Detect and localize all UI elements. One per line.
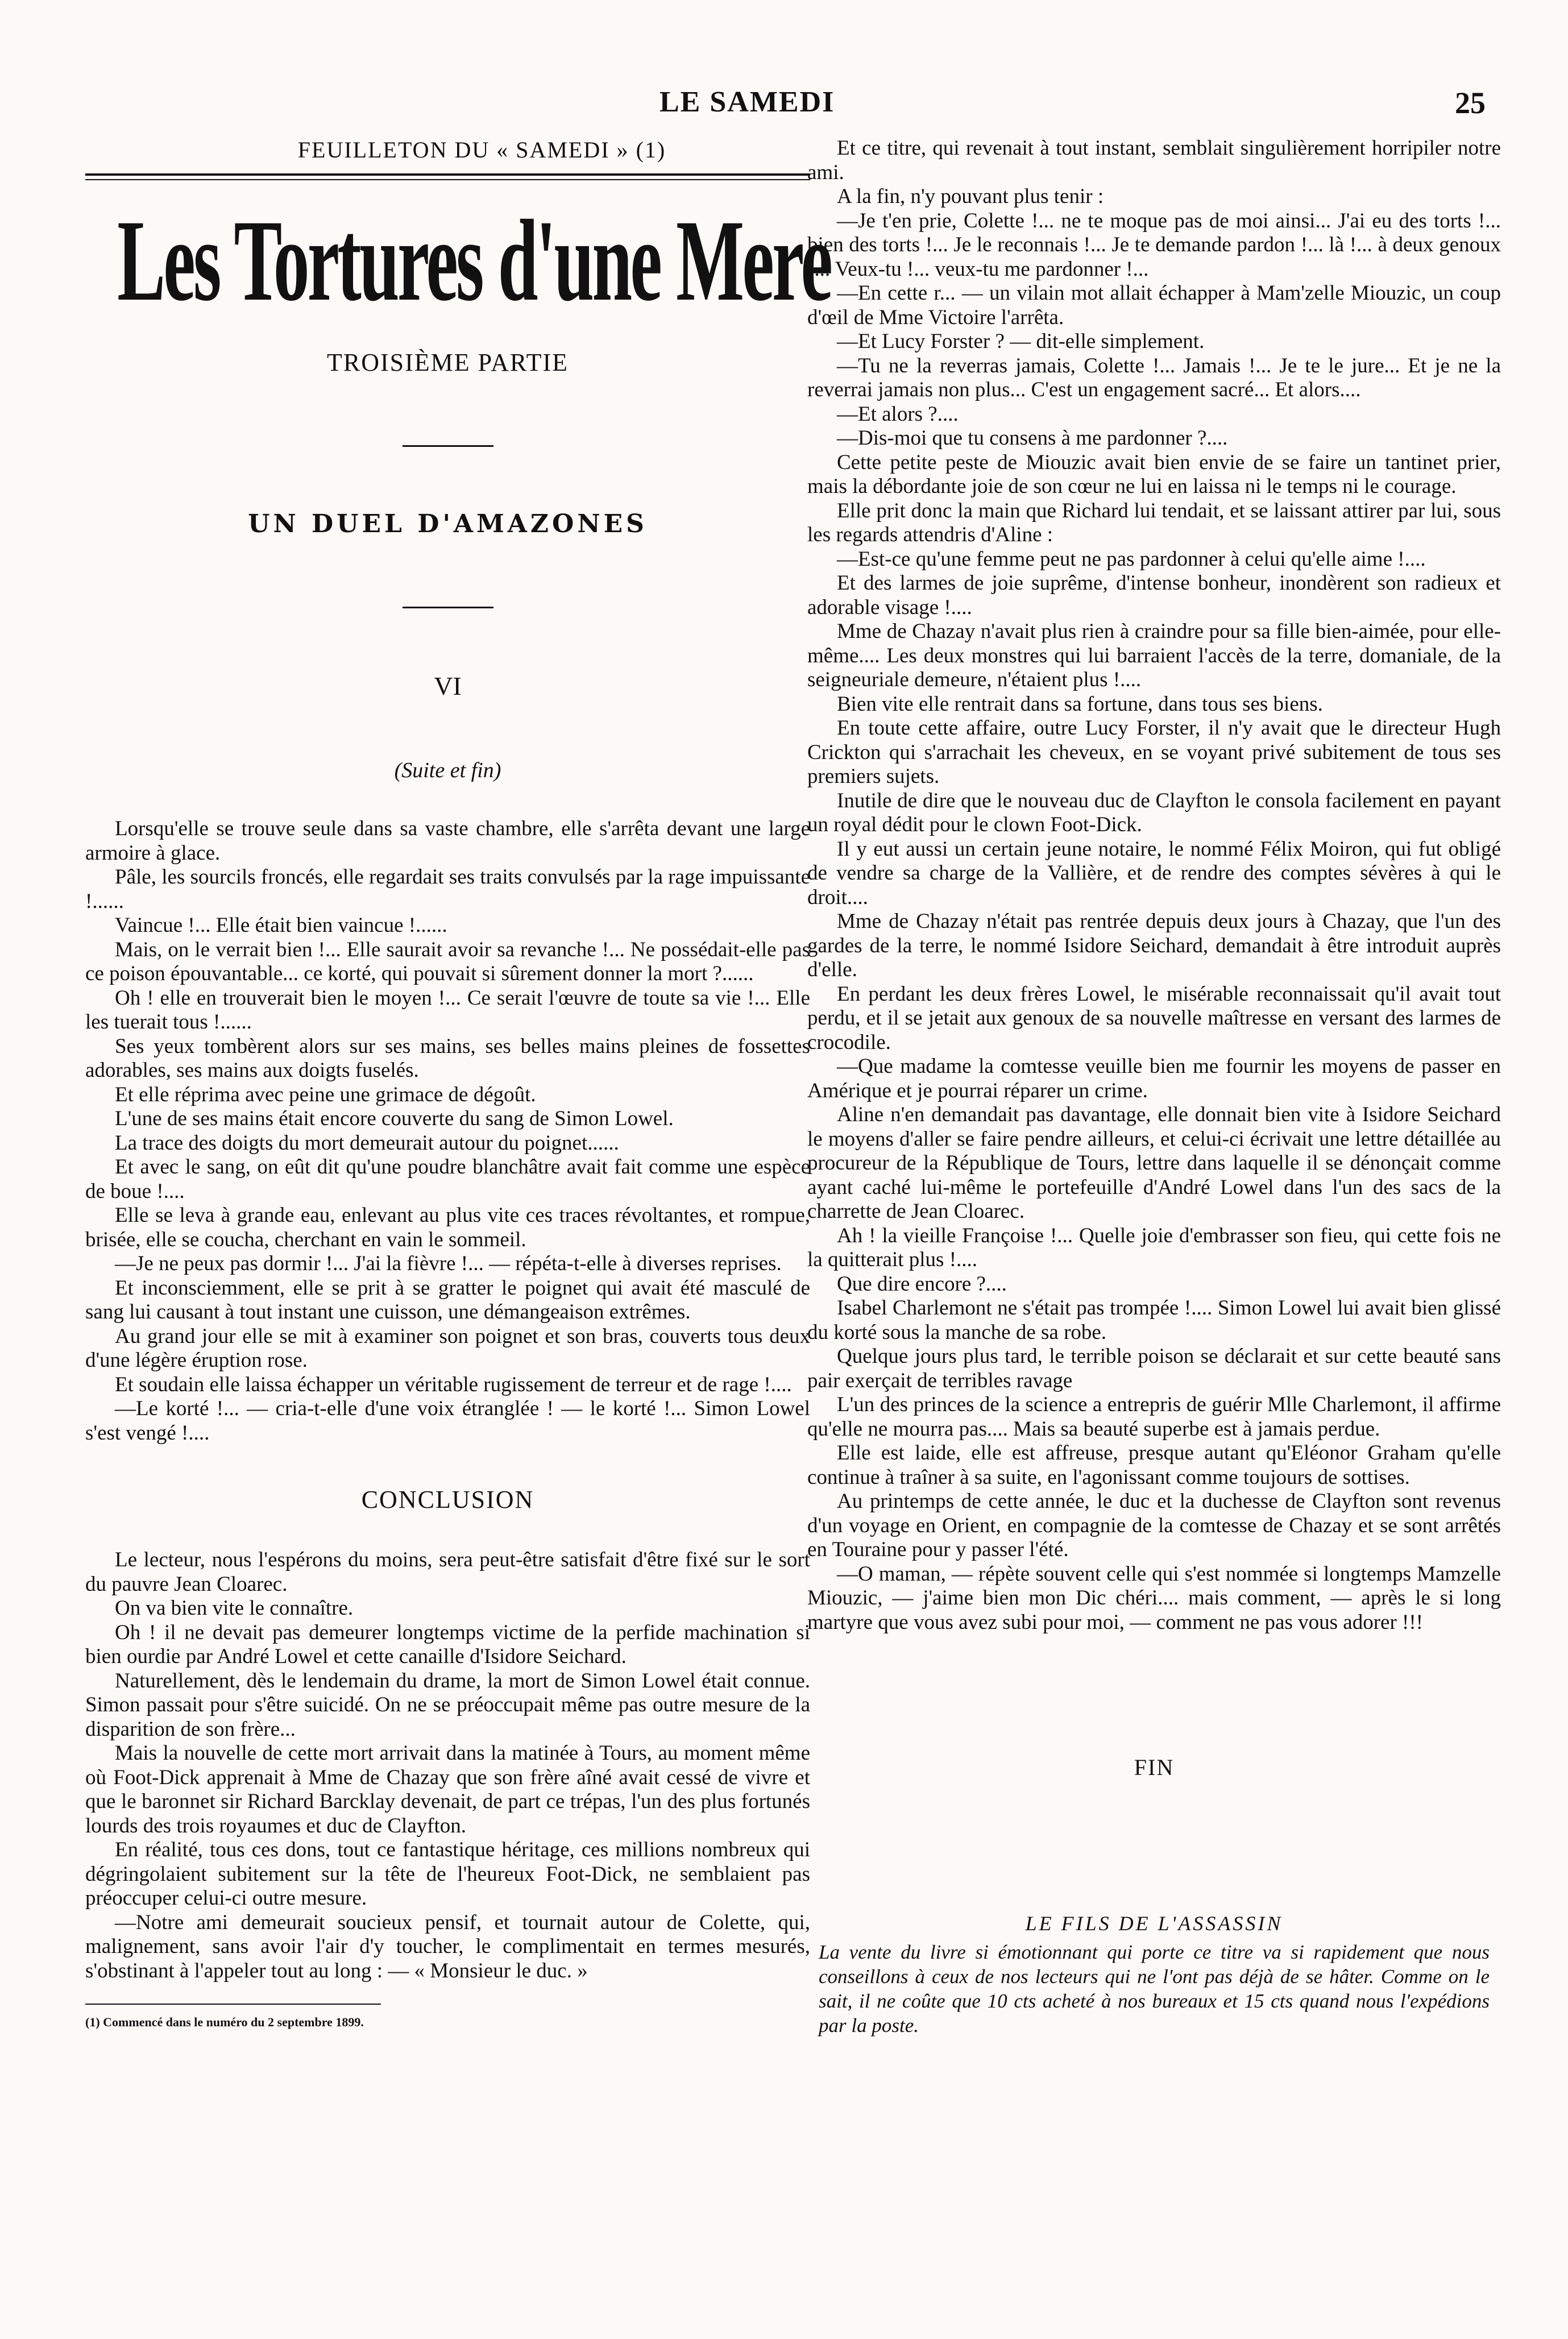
advertisement-text: La vente du livre si émotionnant qui porte ce titre va si rapidement que nous conseillons à ceux de nos lecteurs qui ne l'ont pas déjà de se hâter. Comme on le sait, il ne coûte que 10 cts acheté à nos bureaux et 15 cts quand nous l'expédions par la poste. [819, 1941, 1490, 2037]
paragraph: On va bien vite le connaître. [115, 1596, 354, 1620]
paragraph: Et elle réprima avec peine une grimace de dégoût. [115, 1083, 536, 1106]
footnote: (1) Commencé dans le numéro du 2 septembre 1899. [85, 2015, 364, 2030]
paragraph: Le lecteur, nous l'espérons du moins, sera peut-être satisfait d'être fixé sur le sort du pauvre Jean Cloarec. [85, 1548, 810, 1596]
paragraph: Lorsqu'elle se trouve seule dans sa vaste chambre, elle s'arrêta devant une large armoire à glace. [85, 817, 810, 865]
paragraph: Mme de Chazay n'était pas rentrée depuis deux jours à Chazay, que l'un des gardes de la terre, le nommé Isidore Seichard, demandait à être introduit auprès d'elle. [807, 910, 1501, 981]
suite-note: (Suite et fin) [394, 758, 501, 783]
paragraph: Et ce titre, qui revenait à tout instant, semblait singulièrement horripiler notre ami. [807, 136, 1501, 184]
paragraph: Au grand jour elle se mit à examiner son poignet et son bras, couverts tous deux d'une légère éruption rose. [85, 1324, 810, 1372]
paragraph: Il y eut aussi un certain jeune notaire, le nommé Félix Moiron, qui fut obligé de vendre sa charge de la Vallière, et de rendre des comptes sévères à qui le droit.... [807, 837, 1501, 909]
divider [403, 445, 493, 447]
conclusion-heading: CONCLUSION [361, 1486, 534, 1514]
paragraph: En toute cette affaire, outre Lucy Forster, il n'y avait que le directeur Hugh Crickton qui s'arrachait les cheveux, en se voyant privé subitement de tous ses premiers sujets. [807, 716, 1501, 788]
serial-title: Les Tortures d'une Mere [117, 196, 831, 325]
page-number: 25 [1455, 86, 1486, 120]
paragraph: Pâle, les sourcils froncés, elle regardait ses traits convulsés par la rage impuissante !...... [85, 865, 810, 913]
fin-label: FIN [1134, 1755, 1175, 1780]
paragraph: —Je t'en prie, Colette !... ne te moque pas de moi ainsi... J'ai eu des torts !... bien des torts !... Je le reconnais !... Je te demande pardon !... là !... à deux genoux !... Veux-tu !... veux-tu me pardonner !... [807, 209, 1501, 281]
paragraph: Elle est laide, elle est affreuse, presque autant qu'Eléonor Graham qu'elle continue à traîner à sa suite, en l'agonissant comme toujours de sottises. [807, 1441, 1501, 1489]
paragraph: Ses yeux tombèrent alors sur ses mains, ses belles mains pleines de fossettes adorables, ses mains aux doigts fuselés. [85, 1034, 810, 1083]
paragraph: —Notre ami demeurait soucieux pensif, et tournait autour de Colette, qui, malignement, sans avoir l'air d'y toucher, le complimentait en termes mesurés, s'obstinant à l'appeler tout au long : — « Monsieur le duc. » [85, 1910, 810, 1983]
paragraph: L'une de ses mains était encore couverte du sang de Simon Lowel. [115, 1107, 674, 1131]
paragraph: Au printemps de cette année, le duc et la duchesse de Clayfton sont revenus d'un voyage en Orient, en compagnie de la comtesse de Chazay et se sont arrêtés en Touraine pour y passer l'été. [807, 1490, 1501, 1561]
paragraph: Elle prit donc la main que Richard lui tendait, et se laissant attirer par lui, sous les regards attendris d'Aline : [807, 499, 1501, 546]
newspaper-title: LE SAMEDI [659, 86, 835, 118]
paragraph: —Tu ne la reverras jamais, Colette !... Jamais !... Je te le jure... Et je ne la reverrai jamais non plus... C'est un engagement sacré... Et alors.... [807, 354, 1501, 401]
paragraph: L'un des princes de la science a entrepris de guérir Mlle Charlemont, il affirme qu'elle ne mourra pas.... Mais sa beauté superbe est à jamais perdue. [807, 1393, 1501, 1441]
feuilleton-heading: FEUILLETON DU « SAMEDI » (1) [297, 137, 666, 163]
paragraph: Ah ! la vieille Françoise !... Quelle joie d'embrasser son fieu, qui cette fois ne la quitterait plus !.... [807, 1224, 1501, 1271]
left-column [85, 136, 831, 2035]
paragraph: Et avec le sang, on eût dit qu'une poudre blanchâtre avait fait comme une espèce de boue !.... [85, 1155, 810, 1203]
paragraph: Et des larmes de joie suprême, d'intense bonheur, inondèrent son radieux et adorable visage !.... [807, 571, 1501, 619]
paragraph: Oh ! il ne devait pas demeurer longtemps victime de la perfide machination si bien ourdie par André Lowel et cette canaille d'Isidore Seichard. [85, 1620, 810, 1669]
paragraph: Quelque jours plus tard, le terrible poison se déclarait et sur cette beauté sans pair exerçait de terribles ravage [807, 1345, 1501, 1392]
paragraph: —Dis-moi que tu consens à me pardonner ?.... [837, 426, 1228, 450]
paragraph: Mais la nouvelle de cette mort arrivait dans la matinée à Tours, au moment même où Foot-Dick apprenait à Mme de Chazay que son frère aîné avait cessé de vivre et que le baronnet sir Richard Barcklay devenait, de part ce trépas, l'un des plus fortunés lourds des trois royaumes et duc de Clayfton. [85, 1741, 810, 1838]
paragraph: Mme de Chazay n'avait plus rien à craindre pour sa fille bien-aimée, pour elle-même.... Les deux monstres qui lui barraient l'accès de la terre, domaniale, de la seigneuriale demeure, n'étaient plus !.... [807, 620, 1501, 691]
paragraph: —Est-ce qu'une femme peut ne pas pardonner à celui qu'elle aime !.... [837, 547, 1426, 571]
advertisement-title: LE FILS DE L'ASSASSIN [1025, 1912, 1283, 1935]
paragraph: En réalité, tous ces dons, tout ce fantastique héritage, ces millions nombreux qui dégringolaient subitement sur la tête de l'heureux Foot-Dick, ne semblaient pas préoccuper celui-ci outre mesure. [85, 1838, 810, 1910]
paragraph: Et soudain elle laissa échapper un véritable rugissement de terreur et de rage !.... [115, 1372, 792, 1396]
paragraph: Cette petite peste de Miouzic avait bien envie de se faire un tantinet prier, mais la débordante joie de son cœur ne lui en laissa ni le temps ni le courage. [807, 450, 1501, 498]
paragraph: Et inconsciemment, elle se prit à se gratter le poignet qui avait été masculé de sang lui causant à tout instant une cuisson, une démangeaison extrêmes. [85, 1276, 810, 1324]
paragraph: Inutile de dire que le nouveau duc de Clayfton le consola facilement en payant un royal dédit pour le clown Foot-Dick. [807, 789, 1501, 836]
chapter-number: VI [434, 671, 462, 701]
paragraph: —En cette r... — un vilain mot allait échapper à Mam'zelle Miouzic, un coup d'œil de Mme Victoire l'arrêta. [807, 281, 1501, 329]
paragraph: —Je ne peux pas dormir !... J'ai la fièvre !... — répéta-t-elle à diverses reprises. [115, 1252, 782, 1276]
paragraph: Aline n'en demandait pas davantage, elle donnait bien vite à Isidore Seichard le moyens d'aller se faire pendre ailleurs, et celui-ci écrivait une lettre détaillée au procureur de la République de Tours, lettre dans laquelle il se dénonçait comme ayant caché lui-même le portefeuille d'André Lowel dans l'un des sacs de la charrette de Jean Cloarec. [807, 1103, 1501, 1223]
paragraph: —Et alors ?.... [837, 402, 959, 426]
paragraph: Naturellement, dès le lendemain du drame, la mort de Simon Lowel était connue. Simon passait pour s'être suicidé. On ne se préoccupait même pas outre mesure de la disparition de son frère... [85, 1669, 810, 1741]
paragraph: En perdant les deux frères Lowel, le misérable reconnaissait qu'il avait tout perdu, et il se jetait aux genoux de sa nouvelle maîtresse en versant des larmes de crocodile. [807, 982, 1501, 1054]
paragraph: —Que madame la comtesse veuille bien me fournir les moyens de passer en Amérique et je pourrai réparer un crime. [807, 1055, 1501, 1102]
paragraph: Bien vite elle rentrait dans sa fortune, dans tous ses biens. [837, 692, 1323, 716]
chapter-subtitle: UN DUEL D'AMAZONES [248, 509, 648, 539]
footnote-rule [85, 2004, 381, 2005]
paragraph: Elle se leva à grande eau, enlevant au plus vite ces traces révoltantes, et rompue, brisée, elle se coucha, cherchant en vain le sommeil. [85, 1204, 810, 1251]
divider [403, 607, 493, 608]
paragraph: —Le korté !... — cria-t-elle d'une voix étranglée ! — le korté !... Simon Lowel s'est vengé !.... [85, 1397, 810, 1445]
paragraph: Que dire encore ?.... [837, 1272, 1007, 1296]
paragraph: —O maman, — répète souvent celle qui s'est nommée si longtemps Mamzelle Miouzic, — j'aime bien mon Dic chéri.... mais comment, — après le si long martyre que vous avez subi pour moi, — comment ne pas vous adorer !!! [807, 1562, 1501, 1634]
paragraph: Vaincue !... Elle était bien vaincue !...... [115, 914, 447, 938]
right-column [807, 136, 1501, 2038]
paragraph: Mais, on le verrait bien !... Elle saurait avoir sa revanche !... Ne possédait-elle pas ce poison épouvantable... ce korté, qui pouvait si sûrement donner la mort ?...... [85, 938, 810, 986]
paragraph: Oh ! elle en trouverait bien le moyen !... Ce serait l'œuvre de toute sa vie !... Elle les tuerait tous !...... [85, 986, 810, 1034]
paragraph: La trace des doigts du mort demeurait autour du poignet...... [115, 1131, 619, 1155]
part-heading: TROISIÈME PARTIE [327, 349, 569, 377]
double-rule [85, 173, 810, 180]
paragraph: Isabel Charlemont ne s'était pas trompée !.... Simon Lowel lui avait bien glissé du korté sous la manche de sa robe. [807, 1296, 1501, 1344]
paragraph: A la fin, n'y pouvant plus tenir : [837, 185, 1104, 208]
paragraph: —Et Lucy Forster ? — dit-elle simplement. [837, 330, 1205, 353]
